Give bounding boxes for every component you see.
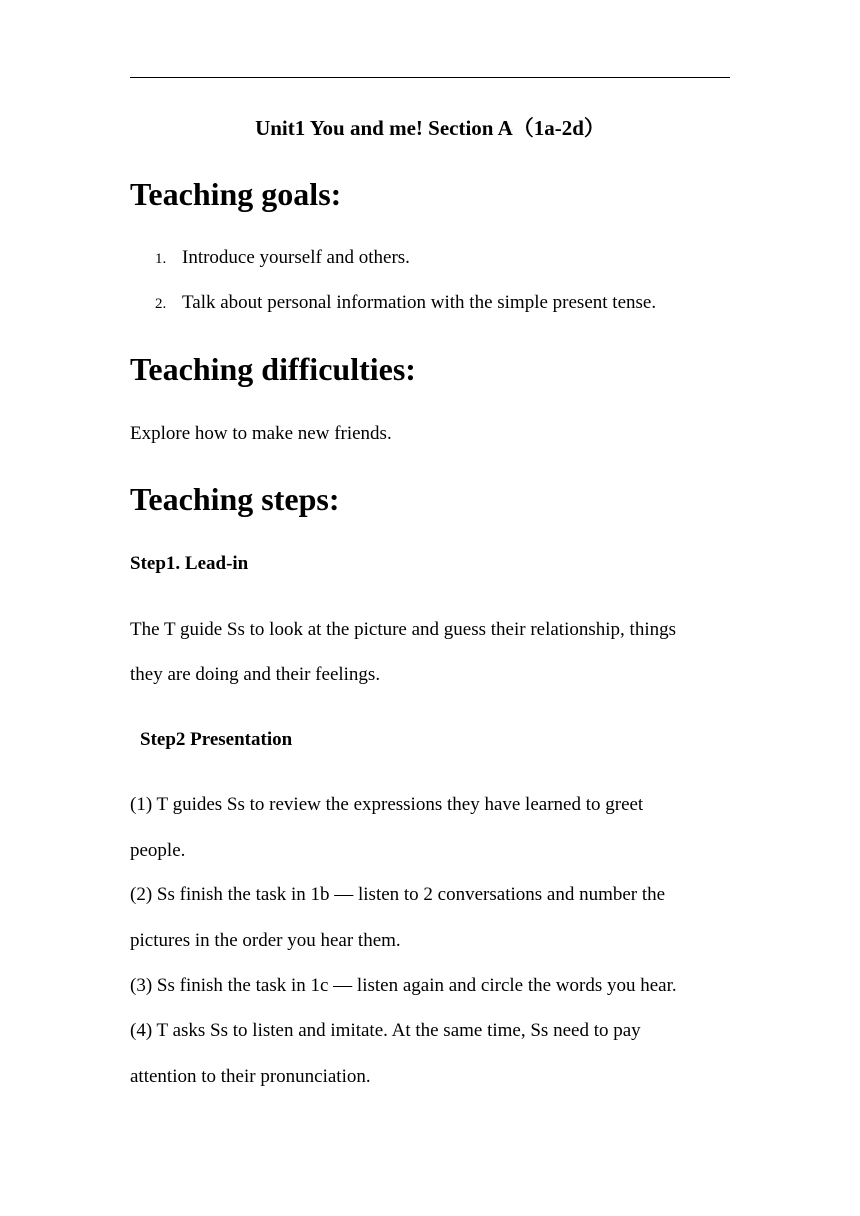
header-rule <box>130 77 730 78</box>
step1-line-1: The T guide Ss to look at the picture and guess their relationship, things <box>130 619 676 640</box>
document-title: Unit1 You and me! Section A（1a-2d） <box>255 116 605 140</box>
goal-number-1: 1. <box>155 251 167 267</box>
step2-line-2: people. <box>130 840 186 861</box>
step2-line-3: (2) Ss finish the task in 1b — listen to 2 conversations and number the <box>130 884 666 905</box>
step2-heading: Step2 Presentation <box>140 729 293 750</box>
step2-line-7: attention to their pronunciation. <box>130 1066 371 1087</box>
teaching-goals-heading: Teaching goals: <box>130 176 342 212</box>
step1-line-2: they are doing and their feelings. <box>130 664 381 685</box>
teaching-difficulties-heading: Teaching difficulties: <box>130 351 416 387</box>
step2-line-4: pictures in the order you hear them. <box>130 930 401 951</box>
goal-item-1: Introduce yourself and others. <box>182 247 410 268</box>
step2-line-5: (3) Ss finish the task in 1c — listen again and circle the words you hear. <box>130 975 677 996</box>
step2-line-1: (1) T guides Ss to review the expressions they have learned to greet <box>130 794 644 815</box>
goal-item-2: Talk about personal information with the simple present tense. <box>182 292 657 313</box>
teaching-steps-heading: Teaching steps: <box>130 481 340 517</box>
step1-heading: Step1. Lead-in <box>130 553 249 574</box>
goal-number-2: 2. <box>155 296 167 312</box>
step2-line-6: (4) T asks Ss to listen and imitate. At the same time, Ss need to pay <box>130 1020 641 1041</box>
difficulties-text: Explore how to make new friends. <box>130 423 392 444</box>
